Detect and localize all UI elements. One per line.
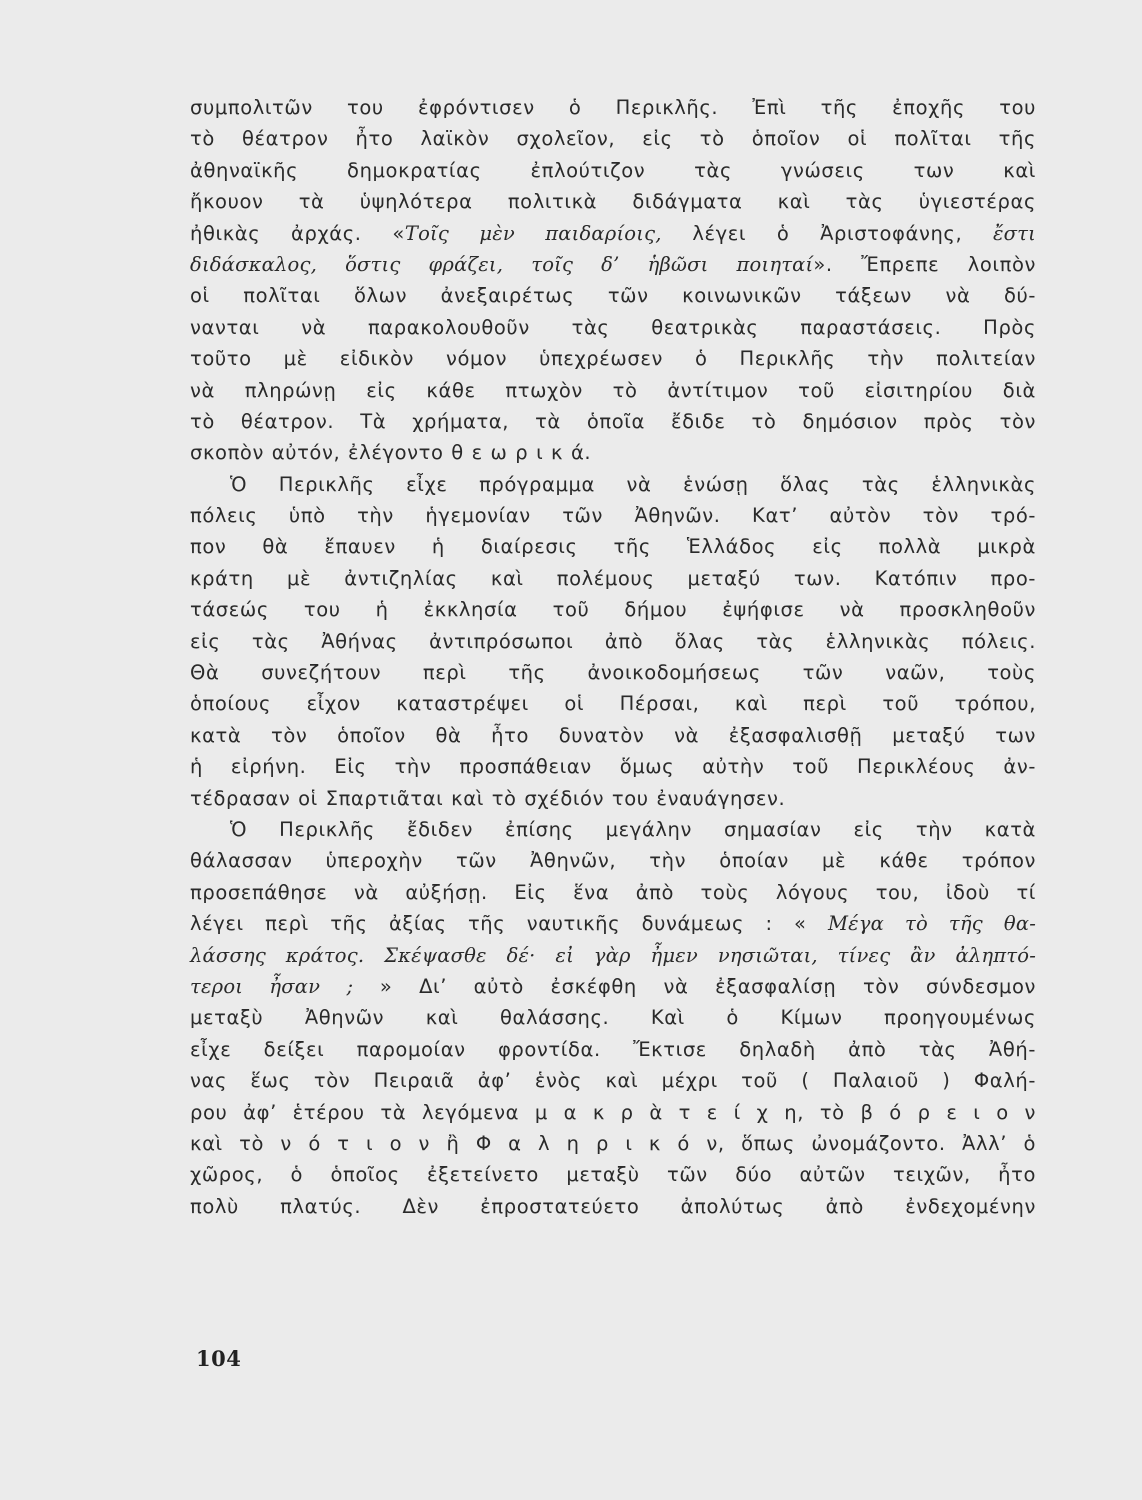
text-line: [190, 594, 1036, 625]
text-line: [190, 626, 1036, 657]
text-line: [190, 940, 1036, 971]
text-line: [190, 877, 1036, 908]
text-run: τὸ θέατρον. Τὰ χρήματα, τὰ ὁποῖα ἔδιδε τὸ δημόσιον πρὸς τὸν: [190, 409, 1036, 433]
text-line: [190, 469, 1036, 500]
text-run: μεταξὺ Ἀθηνῶν καὶ θαλάσσης. Καὶ ὁ Κίμων προηγουμένως: [190, 1006, 1036, 1030]
italic-quote-run: τεροι ἦσαν ;: [190, 974, 354, 998]
text-line: [190, 1191, 1036, 1222]
text-line: [190, 1034, 1036, 1065]
text-line: [190, 971, 1036, 1002]
text-run: τοῦτο μὲ εἰδικὸν νόμον ὑπεχρέωσεν ὁ Περικλῆς τὴν πολιτείαν: [190, 347, 1036, 371]
text-run: ἡ εἰρήνη. Εἰς τὴν προσπάθειαν ὅμως αὐτὴν τοῦ Περικλέους ἀν-: [190, 755, 1036, 779]
text-line: [190, 92, 1036, 123]
text-line: [190, 908, 1036, 939]
text-run: Ὁ Περικλῆς ἔδιδεν ἐπίσης μεγάλην σημασίαν εἰς τὴν κατὰ: [230, 817, 1036, 841]
italic-quote-run: Μέγα τὸ τῆς θα-: [827, 912, 1037, 936]
text-line: [190, 657, 1036, 688]
text-line: [190, 437, 1036, 468]
page-number: 104: [196, 1346, 242, 1371]
text-line: [190, 814, 1036, 845]
text-line: [190, 155, 1036, 186]
text-line: [190, 531, 1036, 562]
text-line: [190, 500, 1036, 531]
body-text: [190, 92, 1036, 1222]
text-run: σκοπὸν αὐτόν, ἐλέγοντο θ ε ω ρ ι κ ά.: [190, 441, 592, 465]
text-run: νὰ πληρώνῃ εἰς κάθε πτωχὸν τὸ ἀντίτιμον τοῦ εἰσιτηρίου διὰ: [190, 378, 1036, 402]
text-run: κατὰ τὸν ὁποῖον θὰ ἦτο δυνατὸν νὰ ἐξασφαλισθῇ μεταξύ των: [190, 723, 1036, 747]
text-run: προσεπάθησε νὰ αὐξήσῃ. Εἰς ἕνα ἀπὸ τοὺς λόγους του, ἰδοὺ τί: [190, 880, 1036, 904]
text-run: ἤκουον τὰ ὑψηλότερα πολιτικὰ διδάγματα καὶ τὰς ὑγιεστέρας: [190, 190, 1036, 214]
text-line: [190, 1097, 1036, 1128]
text-run: τάσεώς του ἡ ἐκκλησία τοῦ δήμου ἐψήφισε νὰ προσκληθοῦν: [190, 598, 1036, 622]
text-run: » Δι’ αὐτὸ ἐσκέφθη νὰ ἐξασφαλίσῃ τὸν σύνδεσμον: [353, 974, 1036, 998]
text-run: λέγει περὶ τῆς ἀξίας τῆς ναυτικῆς δυνάμεως : «: [190, 912, 828, 936]
text-line: [190, 1128, 1036, 1159]
text-line: [190, 186, 1036, 217]
text-line: [190, 720, 1036, 751]
text-line: [190, 1159, 1036, 1190]
text-run: Θὰ συνεζήτουν περὶ τῆς ἀνοικοδομήσεως τῶν ναῶν, τοὺς: [190, 661, 1036, 685]
text-run: τὸ θέατρον ἦτο λαϊκὸν σχολεῖον, εἰς τὸ ὁποῖον οἱ πολῖται τῆς: [190, 127, 1036, 151]
italic-quote-run: διδάσκαλος, ὅστις φράζει, τοῖς δ’ ἡβῶσι ποιηταί: [190, 252, 814, 276]
text-run: νας ἕως τὸν Πειραιᾶ ἀφ’ ἑνὸς καὶ μέχρι τοῦ ( Παλαιοῦ ) Φαλή-: [190, 1069, 1036, 1093]
text-line: [190, 375, 1036, 406]
italic-quote-run: ἔστι: [993, 221, 1037, 245]
text-run: πον θὰ ἔπαυεν ἡ διαίρεσις τῆς Ἑλλάδος εἰς πολλὰ μικρὰ: [190, 535, 1036, 559]
text-line: [190, 563, 1036, 594]
text-run: ἠθικὰς ἀρχάς. «: [190, 221, 405, 245]
text-run: εἶχε δείξει παρομοίαν φροντίδα. Ἔκτισε δηλαδὴ ἀπὸ τὰς Ἀθή-: [190, 1037, 1036, 1061]
text-line: [190, 783, 1036, 814]
italic-quote-run: Τοῖς μὲν παιδαρίοις,: [404, 221, 662, 245]
text-line: [190, 1065, 1036, 1096]
text-run: πολὺ πλατύς. Δὲν ἐπροστατεύετο ἀπολύτως ἀπὸ ἐνδεχομένην: [190, 1194, 1036, 1218]
text-run: εἰς τὰς Ἀθήνας ἀντιπρόσωποι ἀπὸ ὅλας τὰς ἑλληνικὰς πόλεις.: [190, 629, 1036, 653]
text-line: [190, 280, 1036, 311]
text-run: πόλεις ὑπὸ τὴν ἡγεμονίαν τῶν Ἀθηνῶν. Κατ’ αὐτὸν τὸν τρό-: [190, 504, 1036, 528]
text-run: ρου ἀφ’ ἑτέρου τὰ λεγόμενα μ α κ ρ ὰ τ ε ί χ η, τὸ β ό ρ ε ι ο ν: [190, 1100, 1036, 1124]
text-line: [190, 123, 1036, 154]
text-run: καὶ τὸ ν ό τ ι ο ν ἢ Φ α λ η ρ ι κ ό ν, ὅπως ὠνομάζοντο. Ἀλλ’ ὁ: [190, 1131, 1036, 1155]
text-run: Ὁ Περικλῆς εἶχε πρόγραμμα νὰ ἑνώσῃ ὅλας τὰς ἑλληνικὰς: [230, 472, 1036, 496]
text-run: κράτη μὲ ἀντιζηλίας καὶ πολέμους μεταξύ των. Κατόπιν προ-: [190, 566, 1036, 590]
text-run: ». Ἔπρεπε λοιπὸν: [813, 252, 1036, 276]
text-run: ὁποίους εἶχον καταστρέψει οἱ Πέρσαι, καὶ περὶ τοῦ τρόπου,: [190, 692, 1036, 716]
text-run: οἱ πολῖται ὅλων ἀνεξαιρέτως τῶν κοινωνικῶν τάξεων νὰ δύ-: [190, 284, 1036, 308]
text-line: [190, 1002, 1036, 1033]
text-run: νανται νὰ παρακολουθοῦν τὰς θεατρικὰς παραστάσεις. Πρὸς: [190, 315, 1036, 339]
text-line: [190, 406, 1036, 437]
text-line: [190, 218, 1036, 249]
text-run: ἀθηναϊκῆς δημοκρατίας ἐπλούτιζον τὰς γνώσεις των καὶ: [190, 158, 1036, 182]
text-line: [190, 688, 1036, 719]
italic-quote-run: λάσσης κράτος. Σκέψασθε δέ· εἰ γὰρ ἦμεν νησιῶται, τίνες ἂν ἀληπτό-: [190, 943, 1036, 967]
text-line: [190, 845, 1036, 876]
text-run: συμπολιτῶν του ἐφρόντισεν ὁ Περικλῆς. Ἐπὶ τῆς ἐποχῆς του: [190, 96, 1036, 119]
text-run: λέγει ὁ Ἀριστοφάνης,: [661, 221, 993, 245]
text-line: [190, 343, 1036, 374]
text-run: χῶρος, ὁ ὁποῖος ἐξετείνετο μεταξὺ τῶν δύο αὐτῶν τειχῶν, ἦτο: [190, 1163, 1036, 1187]
text-line: [190, 312, 1036, 343]
text-run: τέδρασαν οἱ Σπαρτιᾶται καὶ τὸ σχέδιόν του ἐναυάγησεν.: [190, 786, 786, 810]
text-line: [190, 751, 1036, 782]
text-run: θάλασσαν ὑπεροχὴν τῶν Ἀθηνῶν, τὴν ὁποίαν μὲ κάθε τρόπον: [190, 849, 1036, 873]
text-line: [190, 249, 1036, 280]
